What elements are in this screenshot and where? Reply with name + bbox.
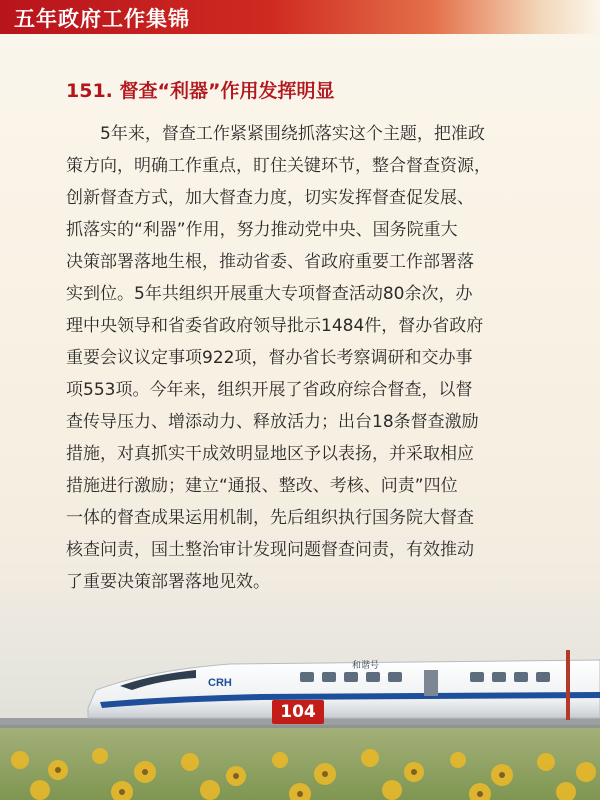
body-line: 理中央领导和省委省政府领导批示1484件，督办省政府 xyxy=(66,316,484,336)
body-line: 核查问责，国土整治审计发现问题督查问责，有效推动 xyxy=(66,540,474,560)
body-line: 决策部署落地生根，推动省委、省政府重要工作部署落 xyxy=(66,252,474,272)
header-band xyxy=(0,0,600,34)
body-text xyxy=(66,118,550,598)
body-line: 了重要决策部署落地见效。 xyxy=(66,572,270,592)
header-title: 五年政府工作集锦 xyxy=(14,7,190,31)
body-line: 重要会议议定事项922项，督办省长考察调研和交办事 xyxy=(66,348,473,368)
body-line: 措施，对真抓实干成效明显地区予以表扬，并采取相应 xyxy=(66,444,474,464)
body-line: 实到位。5年共组织开展重大专项督查活动80余次，办 xyxy=(66,284,473,304)
body-line: 策方向，明确工作重点，盯住关键环节，整合督查资源， xyxy=(66,156,491,176)
train-body xyxy=(88,660,600,718)
page-number-badge: 104 xyxy=(272,700,324,724)
body-line: 一体的督查成果运用机制，先后组织执行国务院大督查 xyxy=(66,508,474,528)
section-title: 151. 督查“利器”作用发挥明显 xyxy=(66,80,335,102)
body-line: 查传导压力、增添动力、释放活力；出台18条督查激励 xyxy=(66,412,479,432)
body-line: 项553项。今年来，组织开展了省政府综合督查，以督 xyxy=(66,380,473,400)
body-line: 措施进行激励；建立“通报、整改、考核、问责”四位 xyxy=(66,476,458,496)
body-line: 抓落实的“利器”作用，努力推动党中央、国务院重大 xyxy=(66,220,458,240)
body-line: 5年来，督查工作紧紧围绕抓落实这个主题，把准政 xyxy=(100,124,485,144)
train-logo: CRH xyxy=(208,677,232,689)
train-door xyxy=(424,670,438,696)
body-line: 创新督查方式，加大督查力度，切实发挥督查促发展、 xyxy=(66,188,474,208)
train-name: 和谐号 xyxy=(352,661,380,671)
signal-pole xyxy=(566,650,570,720)
